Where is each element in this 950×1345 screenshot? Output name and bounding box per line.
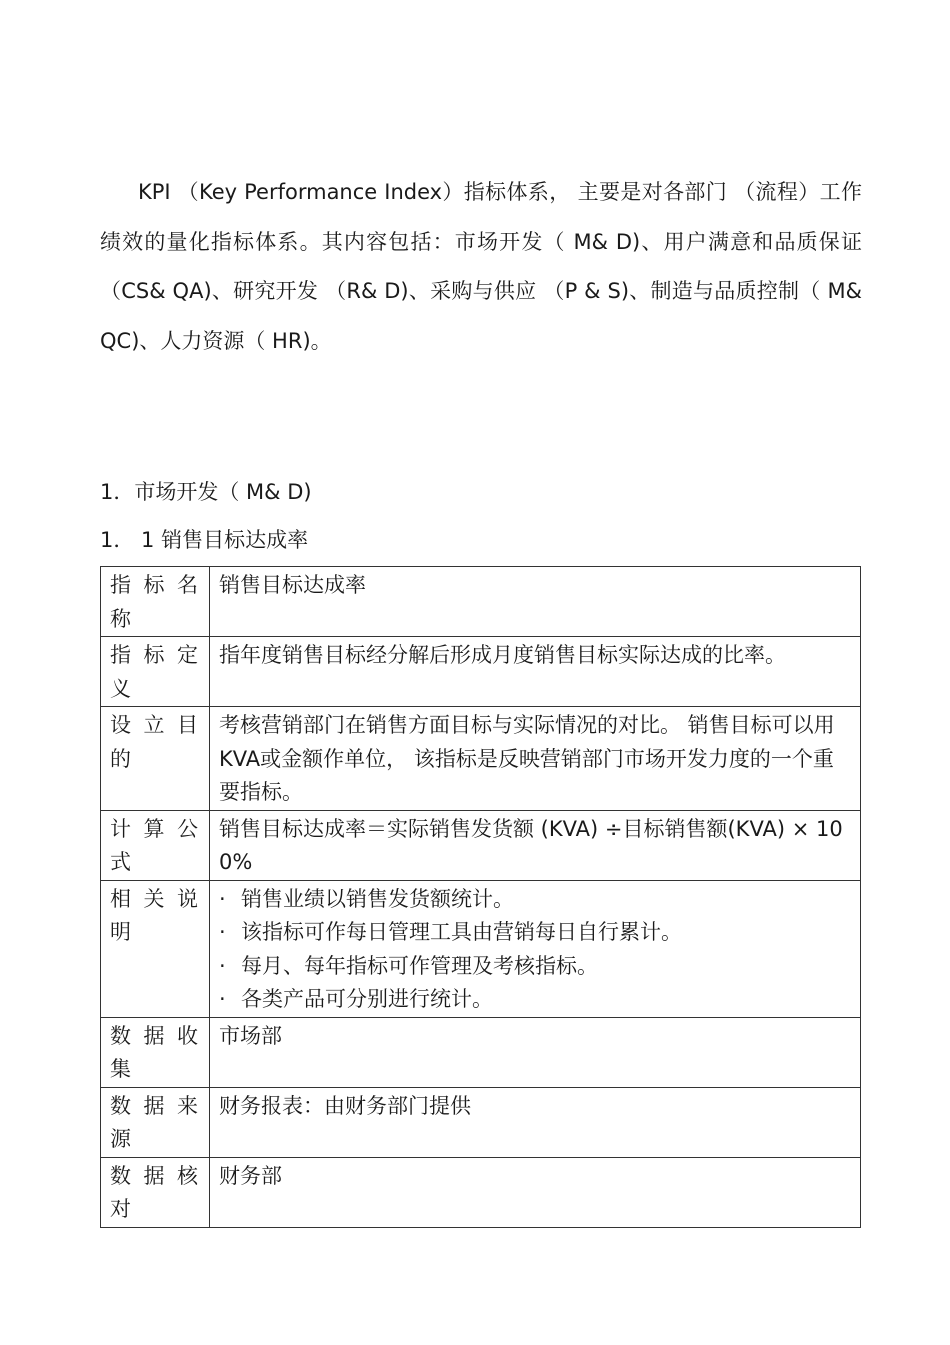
row-label-indicator-definition: 指标定义 [101, 637, 210, 707]
bullet-dot: · [219, 920, 226, 944]
subsection-heading: 1． 1 销售目标达成率 [100, 528, 309, 552]
table-row [101, 1157, 861, 1227]
section-heading: 1．市场开发（ M& D) [100, 480, 312, 504]
list-item-text: 该指标可作每日管理工具由营销每日自行累计。 [241, 920, 682, 944]
list-item-text: 销售业绩以销售发货额统计。 [241, 886, 514, 911]
row-label-indicator-name: 指标名称 [101, 567, 210, 637]
row-label-notes: 相关说明 [101, 880, 210, 1017]
bullet-dot: · [219, 886, 226, 911]
row-label-purpose: 设立目的 [101, 707, 210, 811]
table-row [101, 707, 861, 811]
list-item [219, 950, 851, 984]
list-item [219, 883, 851, 917]
row-value-formula: 销售目标达成率＝实际销售发货额 (KVA) ÷目标销售额(KVA) × 100% [210, 810, 861, 880]
row-label-data-source: 数据来源 [101, 1087, 210, 1157]
row-value-notes [210, 880, 861, 1017]
intro-paragraph: KPI （Key Performance Index）指标体系， 主要是对各部门 （流程）工作绩效的量化指标体系。其内容包括：市场开发（ M& D)、用户满意和品质保证 （CS& QA)、研究开发 （R& D)、采购与供应 （P & S)、制造与品质控制（ M& QC)、人力资源（ HR)。 [100, 180, 862, 353]
row-value-indicator-definition: 指年度销售目标经分解后形成月度销售目标实际达成的比率。 [210, 637, 861, 707]
row-value-data-source: 财务报表：由财务部门提供 [210, 1087, 861, 1157]
table-row [101, 567, 861, 637]
table-row [101, 637, 861, 707]
row-label-data-collection: 数据收集 [101, 1017, 210, 1087]
table-row [101, 1087, 861, 1157]
list-item-text: 每月、每年指标可作管理及考核指标。 [241, 953, 598, 978]
bullet-dot: · [219, 987, 226, 1011]
list-item-text: 各类产品可分别进行统计。 [241, 987, 493, 1011]
row-value-purpose: 考核营销部门在销售方面目标与实际情况的对比。 销售目标可以用 KVA或金额作单位， 该指标是反映营销部门市场开发力度的一个重要指标。 [210, 707, 861, 811]
row-value-indicator-name: 销售目标达成率 [210, 567, 861, 637]
table-row [101, 810, 861, 880]
list-item [219, 916, 851, 950]
list-item [219, 983, 851, 1017]
row-value-data-collection: 市场部 [210, 1017, 861, 1087]
row-label-data-verification: 数据核对 [101, 1157, 210, 1227]
bullet-dot: · [219, 953, 226, 978]
table-row [101, 880, 861, 1017]
row-value-data-verification: 财务部 [210, 1157, 861, 1227]
table-row [101, 1017, 861, 1087]
row-label-formula: 计算公式 [101, 810, 210, 880]
kpi-definition-table [100, 566, 861, 1228]
